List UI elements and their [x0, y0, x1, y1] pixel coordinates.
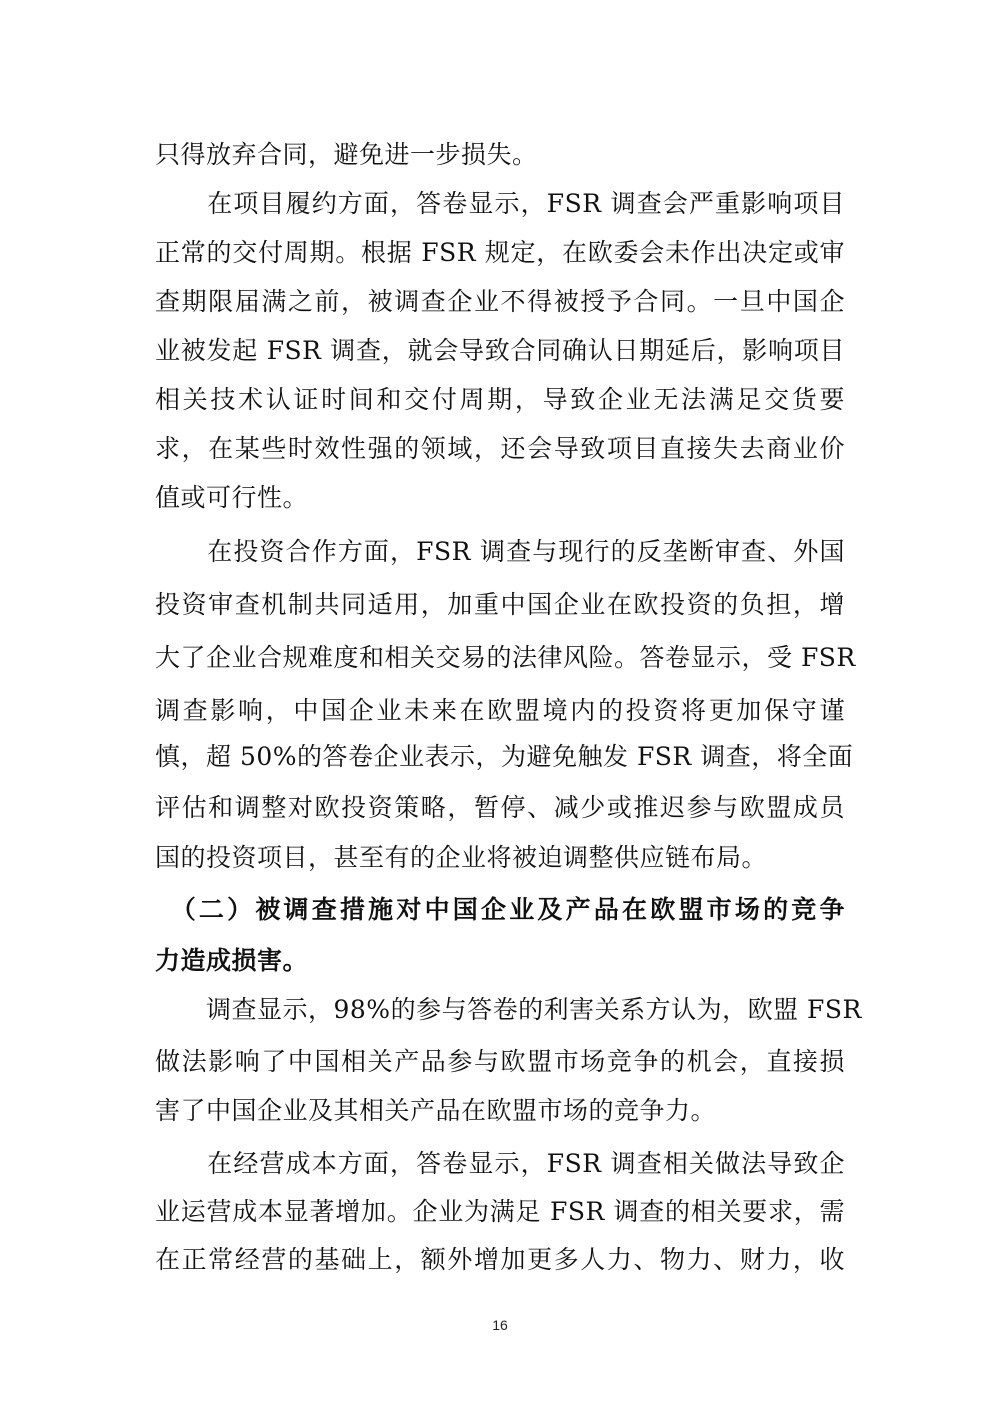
section-heading-continued: 力造成损害。: [155, 946, 309, 975]
text-line: 值或可行性。: [155, 483, 309, 512]
text-line: 求，在某些时效性强的领域，还会导致项目直接失去商业价: [155, 434, 845, 463]
text-line: 正常的交付周期。根据 FSR 规定，在欧委会未作出决定或审: [155, 238, 845, 267]
text-line: 国的投资项目，甚至有的企业将被迫调整供应链布局。: [155, 843, 768, 872]
section-heading: （二）被调查措施对中国企业及产品在欧盟市场的竞争: [155, 895, 845, 924]
text-line: 大了企业合规难度和相关交易的法律风险。答卷显示，受 FSR: [155, 643, 856, 672]
text-line: 在正常经营的基础上，额外增加更多人力、物力、财力，收: [155, 1245, 845, 1274]
text-line: 在经营成本方面，答卷显示，FSR 调查相关做法导致企: [155, 1149, 845, 1178]
text-line: 调查显示，98%的参与答卷的利害关系方认为，欧盟 FSR: [155, 995, 862, 1024]
text-line: 在项目履约方面，答卷显示，FSR 调查会严重影响项目: [155, 189, 845, 218]
text-line: 业运营成本显著增加。企业为满足 FSR 调查的相关要求，需: [155, 1197, 845, 1226]
text-line: 查期限届满之前，被调查企业不得被授予合同。一旦中国企: [155, 287, 845, 316]
text-line: 相关技术认证时间和交付周期，导致企业无法满足交货要: [155, 385, 845, 414]
page-number: 16: [492, 1317, 508, 1333]
text-line: 在投资合作方面，FSR 调查与现行的反垄断审查、外国: [155, 537, 845, 566]
text-line: 慎，超 50%的答卷企业表示，为避免触发 FSR 调查，将全面: [155, 742, 854, 771]
text-line: 只得放弃合同，避免进一步损失。: [155, 140, 538, 169]
text-line: 投资审查机制共同适用，加重中国企业在欧投资的负担，增: [155, 590, 845, 619]
text-line: 业被发起 FSR 调查，就会导致合同确认日期延后，影响项目: [155, 336, 845, 365]
text-line: 评估和调整对欧投资策略，暂停、减少或推迟参与欧盟成员: [155, 793, 845, 822]
text-line: 做法影响了中国相关产品参与欧盟市场竞争的机会，直接损: [155, 1047, 845, 1076]
text-line: 调查影响，中国企业未来在欧盟境内的投资将更加保守谨: [155, 696, 845, 725]
text-line: 害了中国企业及其相关产品在欧盟市场的竞争力。: [155, 1096, 717, 1125]
